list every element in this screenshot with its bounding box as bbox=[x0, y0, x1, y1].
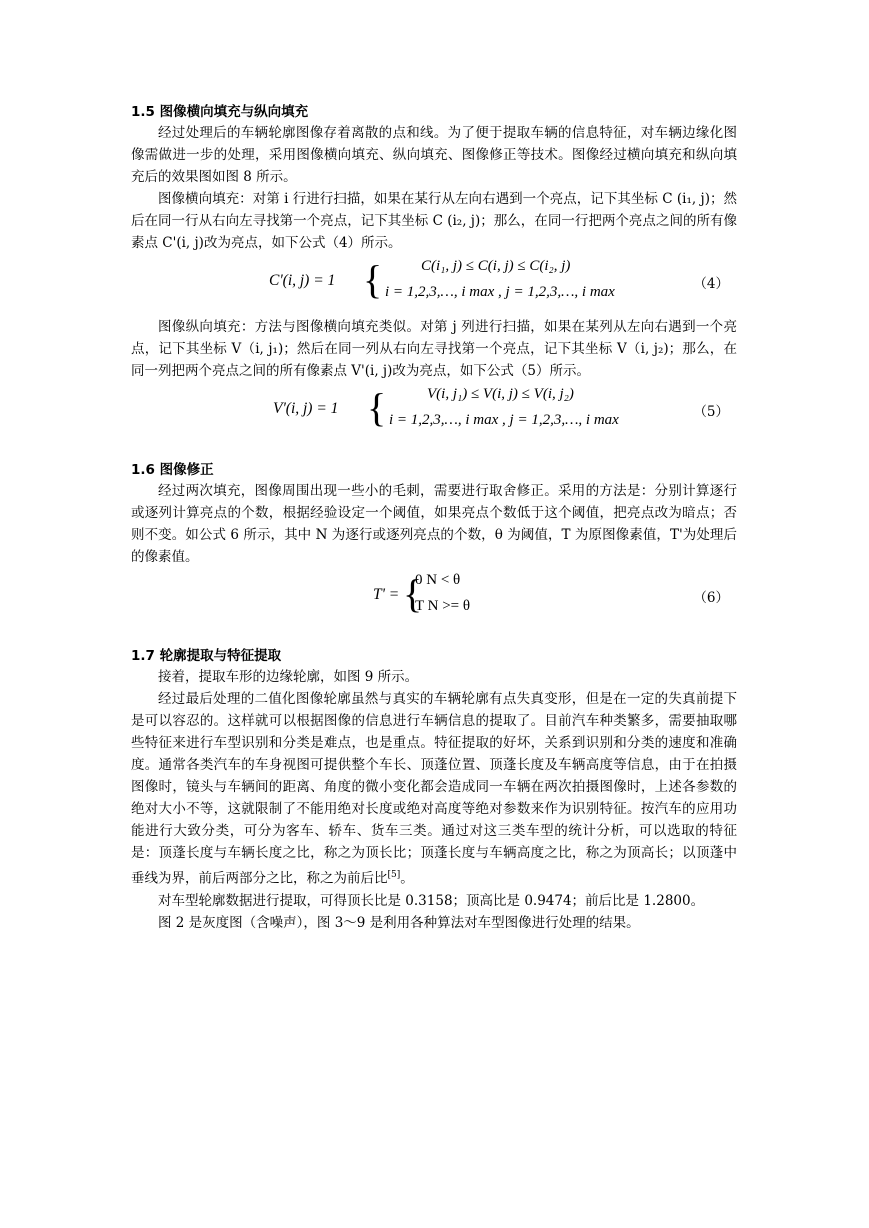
equation-6 bbox=[131, 570, 737, 626]
equation-5 bbox=[131, 384, 737, 440]
paragraph bbox=[131, 688, 737, 890]
paragraph-text: 经过最后处理的二值化图像轮廓虽然与真实的车辆轮廓有点失真变形，但是在一定的失真前提下是可以容忍的。这样就可以根据图像的信息进行车辆信息的提取了。目前汽车种类繁多，需要抽取哪些特征来进行车型识别和分类是难点，也是重点。特征提取的好坏，关系到识别和分类的速度和准确度。通常各类汽车的车身视图可提供整个车长、顶蓬位置、顶蓬长度及车辆高度等信息，由于在拍摄图像时，镜头与车辆间的距离、角度的微小变化都会造成同一车辆在两次拍摄图像时，上述各参数的绝对大小不等，这就限制了不能用绝对长度或绝对高度等绝对参数来作为识别特征。按汽车的应用功能进行大致分类，可分为客车、轿车、货车三类。通过对这三类车型的统计分析，可以选取的特征是：顶蓬长度与车辆长度之比，称之为顶长比；顶蓬长度与车辆高度之比，称之为顶高长；以顶蓬中垂线为界，前后两部分之比，称之为前后比 bbox=[131, 691, 737, 887]
equation-lhs: T' = bbox=[373, 586, 400, 603]
equation-number: （4） bbox=[693, 276, 729, 292]
paragraph: 对车型轮廓数据进行提取，可得顶长比是 0.3158；顶高比是 0.9474；前后比是 1.2800。 bbox=[158, 892, 705, 909]
paper-page bbox=[131, 102, 737, 934]
equation-brace: { bbox=[367, 385, 387, 430]
paragraph: 接着，提取车形的边缘轮廓，如图 9 所示。 bbox=[158, 669, 419, 685]
equation-brace: { bbox=[363, 257, 383, 302]
paragraph: 图像纵向填充：方法与图像横向填充类似。对第 j 列进行扫描，如果在某列从左向右遇到一个亮点，记下其坐标 V（i, j₁)；然后在同一列从右向左寻找第一个亮点，记下其坐标 V（i, j₂)；那么，在同一列把两个亮点之间的所有像素点 V'(i, j)改为亮点，如下公式（5）所示。 bbox=[131, 319, 737, 379]
section-heading-1-5: 1.5 图像横向填充与纵向填充 bbox=[131, 104, 309, 120]
citation-ref: [5] bbox=[387, 870, 401, 880]
equation-row: 0 N < θ bbox=[415, 572, 461, 588]
section-heading-1-7: 1.7 轮廓提取与特征提取 bbox=[131, 648, 282, 664]
equation-row: C(i₁, j) ≤ C(i, j) ≤ C(i₂, j) bbox=[421, 258, 571, 274]
section-heading-1-6: 1.6 图像修正 bbox=[131, 462, 214, 478]
paragraph: 图像横向填充：对第 i 行进行扫描，如果在某行从左向右遇到一个亮点，记下其坐标 C (i₁, j)；然后在同一行从右向左寻找第一个亮点，记下其坐标 C (i₂, j)；那么，在同一行把两个亮点之间的所有像素点 C'(i, j)改为亮点，如下公式（4）所示。 bbox=[131, 191, 737, 251]
equation-4 bbox=[131, 256, 737, 312]
equation-lhs: V'(i, j) = 1 bbox=[273, 400, 339, 417]
equation-row: V(i, j₁) ≤ V(i, j) ≤ V(i, j₂) bbox=[427, 386, 574, 402]
paragraph: 图 2 是灰度图（含噪声），图 3～9 是利用各种算法对车型图像进行处理的结果。 bbox=[158, 914, 640, 931]
paragraph: 经过两次填充，图像周围出现一些小的毛刺，需要进行取舍修正。采用的方法是：分别计算逐行或逐列计算亮点的个数，根据经验设定一个阈值，如果亮点个数低于这个阈值，把亮点改为暗点；否则不变。如公式 6 所示，其中 N 为逐行或逐列亮点的个数，θ 为阈值，T 为原图像素值，T'为处理后的像素值。 bbox=[131, 483, 737, 565]
paragraph-end: 。 bbox=[400, 870, 414, 887]
equation-row: i = 1,2,3,…, i max , j = 1,2,3,…, i max bbox=[385, 284, 615, 300]
equation-row: i = 1,2,3,…, i max , j = 1,2,3,…, i max bbox=[389, 412, 619, 428]
equation-brace: { bbox=[403, 571, 423, 616]
equation-number: （6） bbox=[693, 590, 729, 606]
equation-number: （5） bbox=[693, 404, 729, 420]
paragraph: 经过处理后的车辆轮廓图像存着离散的点和线。为了便于提取车辆的信息特征，对车辆边缘化图像需做进一步的处理，采用图像横向填充、纵向填充、图像修正等技术。图像经过横向填充和纵向填充后的效果图如图 8 所示。 bbox=[131, 125, 737, 185]
equation-lhs: C'(i, j) = 1 bbox=[269, 272, 336, 289]
equation-row: T N >= θ bbox=[415, 598, 471, 614]
